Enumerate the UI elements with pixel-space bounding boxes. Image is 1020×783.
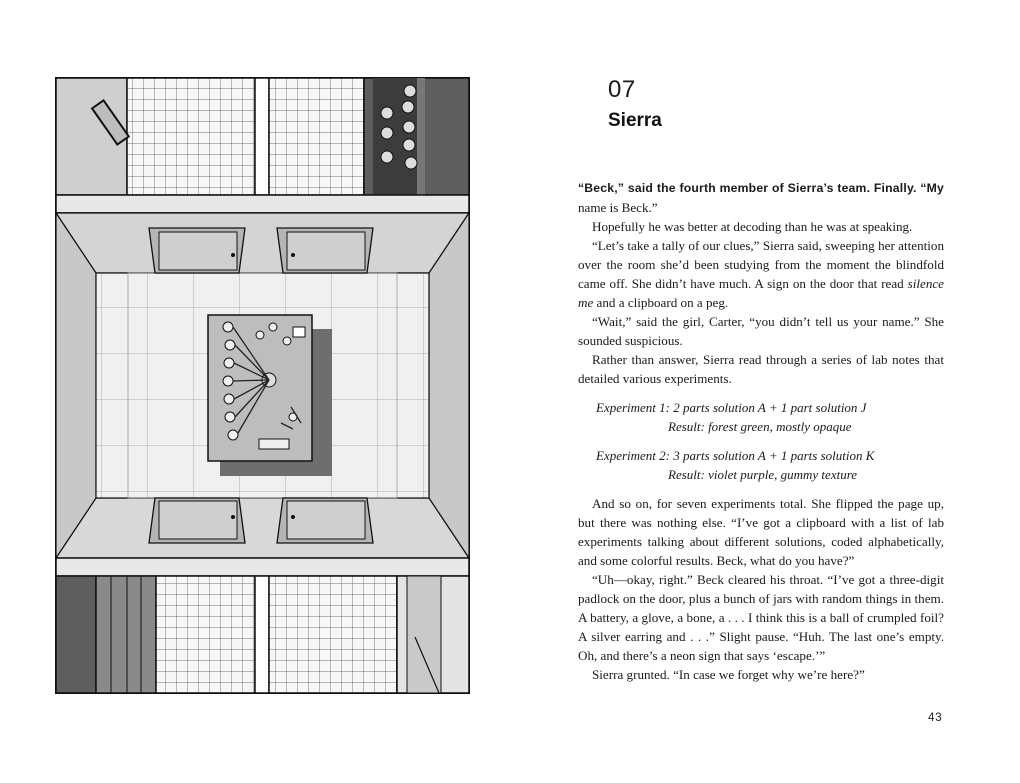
experiment-note: [596, 398, 944, 436]
paragraph: Rather than answer, Sierra read through a series of lab notes that detailed various experiments.: [578, 352, 944, 386]
paragraph: And so on, for seven experiments total. She flipped the page up, but there was nothing else. “I’ve got a clipboard with a list of lab experiments talking about different solutions, coded alphabetically, and some colorful results. Beck, what do you have?”: [578, 496, 944, 568]
paragraph: Hopefully he was better at decoding than he was at speaking.: [592, 219, 913, 234]
experiment-line: Experiment 1: 2 parts solution A + 1 part solution J: [596, 400, 867, 415]
lead-in-text: “Beck,” said the fourth member of Sierra’s team. Finally. “My: [578, 181, 944, 195]
lab-table: [208, 315, 332, 476]
door-top-right: [277, 228, 373, 273]
bottom-right-door: [397, 576, 469, 693]
body-text: [578, 178, 944, 684]
paragraph: “Wait,” said the girl, Carter, “you didn’t tell us your name.” She sounded suspicious.: [578, 314, 944, 348]
paragraph: “Let’s take a tally of our clues,” Sierra said, sweeping her attention over the room she’d been studying from the moment the blindfold came off. She didn’t have much. A sign on the door that read silence me and a clipboard on a peg.: [578, 238, 944, 310]
experiment-result: Result: forest green, mostly opaque: [668, 419, 852, 434]
bottom-shelf: [56, 576, 156, 693]
escape-room-illustration: [55, 77, 470, 694]
top-left-panel: [56, 78, 255, 195]
door-top-left: [149, 228, 245, 273]
experiment-line: Experiment 2: 3 parts solution A + 1 parts solution K: [596, 448, 875, 463]
experiment-note: [596, 446, 944, 484]
paragraph: “Beck,” said the fourth member of Sierra’s team. Finally. “My name is Beck.”: [578, 181, 944, 215]
experiment-result: Result: violet purple, gummy texture: [668, 467, 858, 482]
page-number: 43: [928, 712, 943, 724]
jar-shelf: [364, 78, 469, 195]
paragraph: Sierra grunted. “In case we forget why we’re here?”: [592, 667, 865, 682]
chapter-title: Sierra: [608, 110, 662, 131]
paragraph: “Uh—okay, right.” Beck cleared his throat. “I’ve got a three-digit padlock on the door, plus a bunch of jars with random things in them. A battery, a glove, a bone, a . . . I think this is a ball of crumpled foil? A silver earring and . . .” Slight pause. “Huh. The last one’s empty. Oh, and there’s a neon sign that says ‘escape.’”: [578, 572, 944, 663]
door-bottom-left: [149, 498, 245, 543]
door-bottom-right: [277, 498, 373, 543]
chapter-number: 07: [608, 76, 636, 103]
